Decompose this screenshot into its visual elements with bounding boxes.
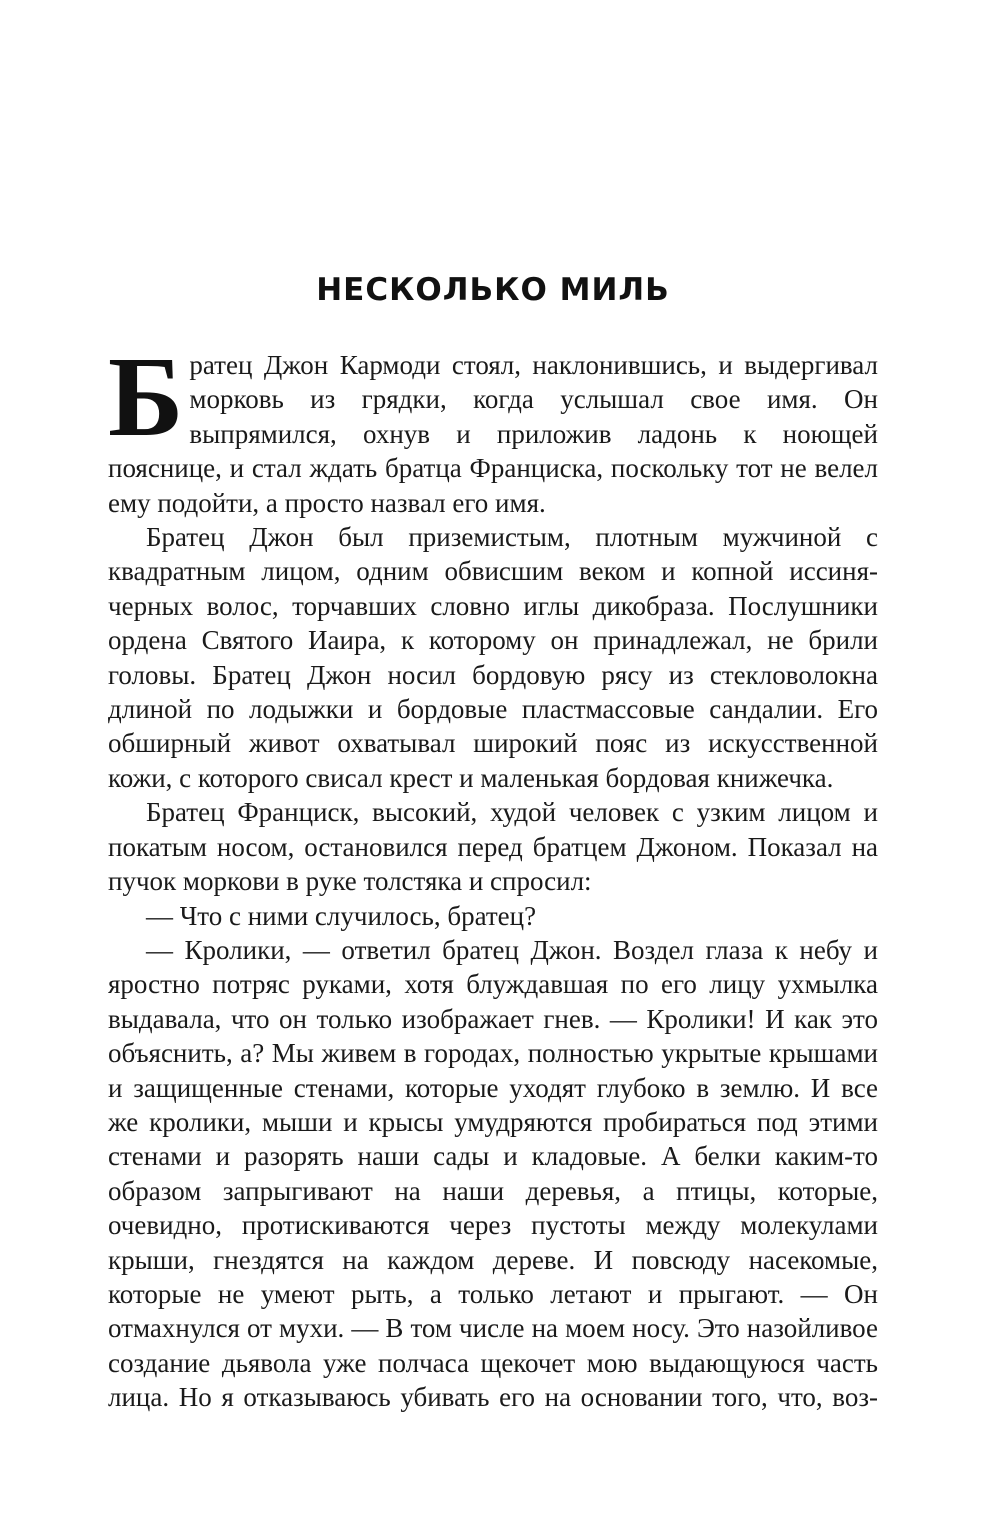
- paragraph-4: — Что с ними случилось, братец?: [146, 900, 537, 931]
- paragraph-1: [108, 333, 878, 520]
- drop-cap-letter: Б: [108, 333, 184, 460]
- chapter-title: НЕСКОЛЬКО МИЛЬ: [316, 272, 670, 308]
- paragraph-3: Братец Франциск, высокий, худой человек с узким лицом и покатым носом, остановился перед братцем Джоном. Показал на пучок моркови в руке толстяка и спросил:: [108, 797, 878, 897]
- chapter-body: [108, 333, 878, 1415]
- paragraph-1-text: ратец Джон Кармоди стоял, наклонившись, и выдергивал морковь из грядки, когда услышал свое имя. Он выпрямился, охнув и приложив ладонь к ноющей пояснице, и стал ждать братца Франциска, поскольку тот не велел ему подойти, а просто назвал его имя.: [108, 350, 878, 518]
- paragraph-5: — Кролики, — ответил братец Джон. Воздел глаза к небу и яростно потряс руками, хотя блуждавшая по его лицу ухмылка выдавала, что он только изображает гнев. — Кролики! И как это объяснить, а? Мы живем в городах, полностью укрытые крышами и защищенные стенами, которые уходят глубоко в землю. И все же кролики, мыши и крысы умудряются пробираться под этими стенами и разорять наши сады и кладовые. А белки каким-то образом запрыгивают на наши деревья, а птицы, которые, очевидно, протискиваются через пустоты между молекулами крыши, гнездятся на каждом дереве. И повсюду насекомые, которые не умеют рыть, а только летают и прыгают. — Он отмахнулся от мухи. — В том числе на моем носу. Это назойливое создание дьявола уже полчаса щекочет мою выдающуюся часть лица. Но я отказываюсь убивать его на основании того, что, воз-: [108, 934, 878, 1413]
- book-page: [108, 0, 878, 1536]
- paragraph-2: Братец Джон был приземистым, плотным мужчиной с квадратным лицом, одним обвисшим веком и копной иссиня-черных волос, торчавших словно иглы дикобраза. Послушники ордена Святого Иаира, к которому он принадлежал, не брили головы. Братец Джон носил бордовую рясу из стекловолокна длиной по лодыжки и бордовые пластмассовые сандалии. Его обширный живот охватывал широкий пояс из искусственной кожи, с которого свисал крест и маленькая бордовая книжечка.: [108, 522, 878, 793]
